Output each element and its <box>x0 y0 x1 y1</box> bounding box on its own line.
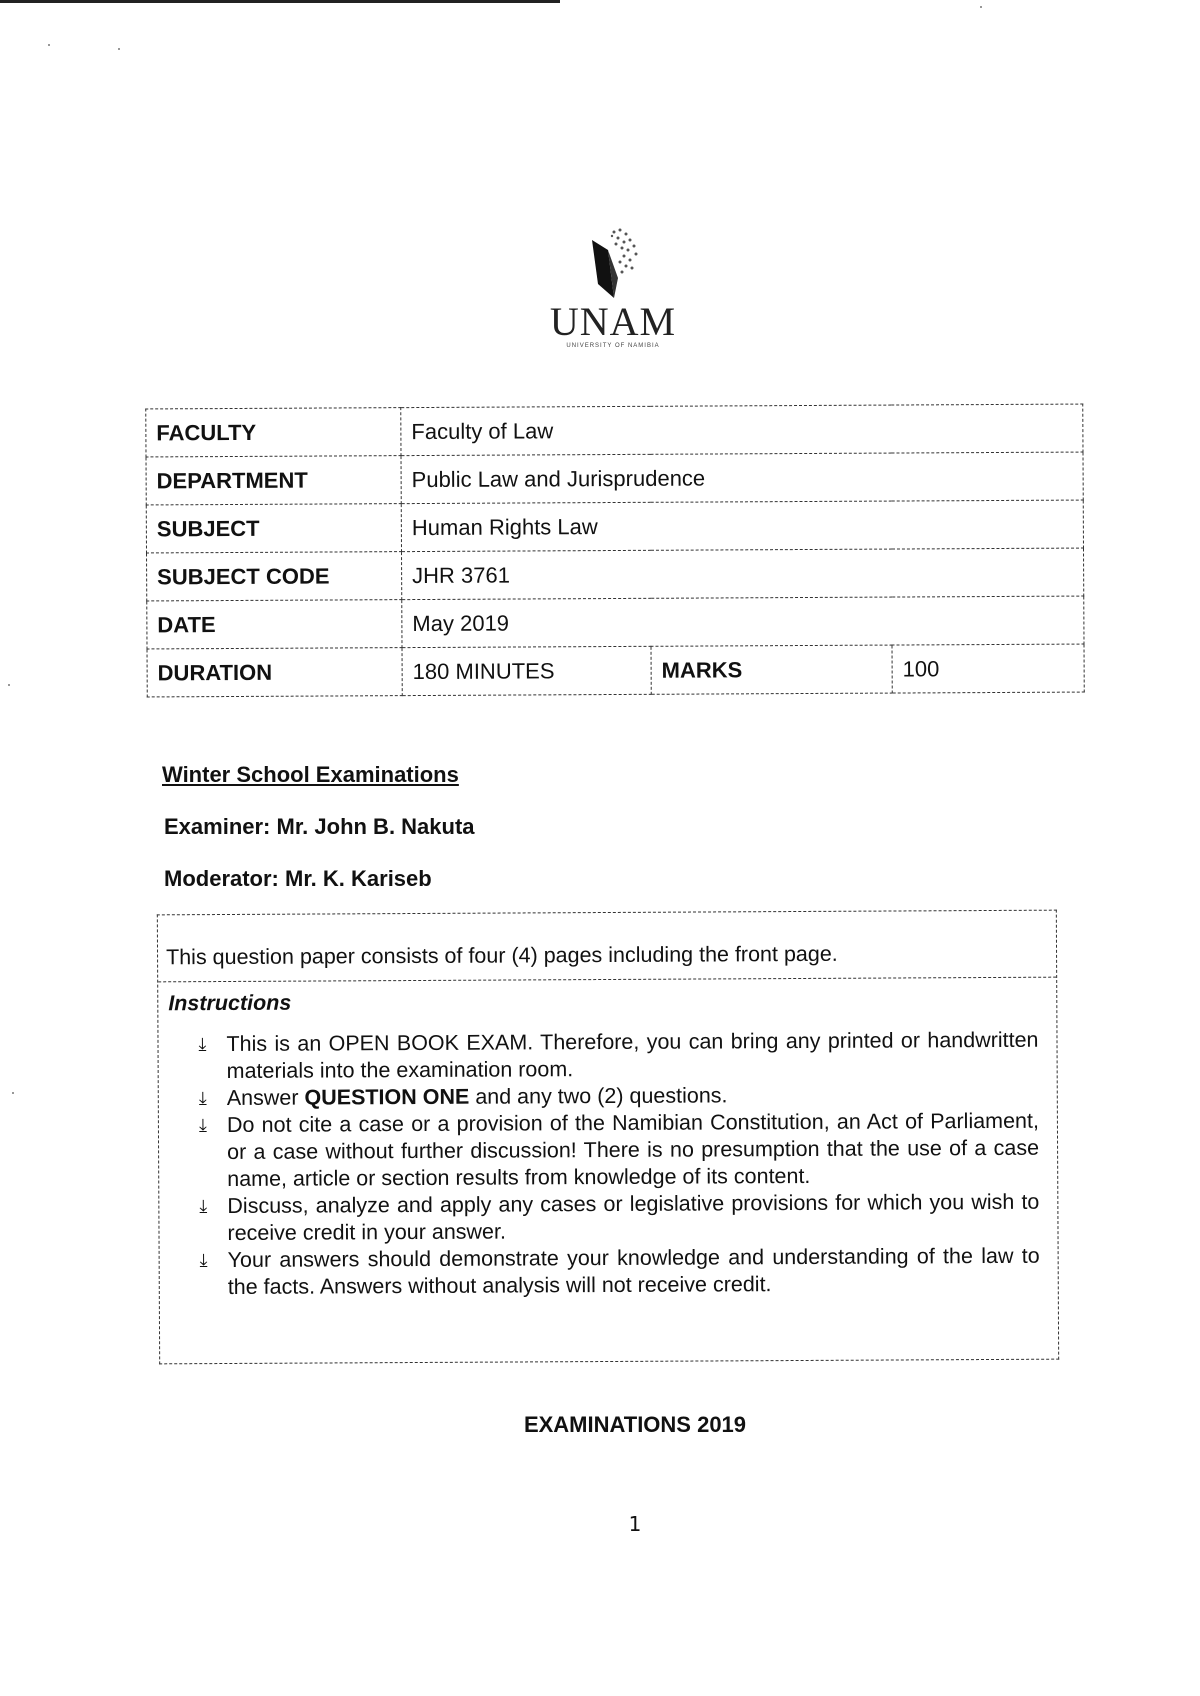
page-count-note: This question paper consists of four (4) pages including the front page. <box>165 941 838 970</box>
scan-speck <box>48 44 50 46</box>
list-item <box>199 1189 1039 1247</box>
arrow-down-bullet-icon: ⤓ <box>198 1034 207 1055</box>
examinations-footer-title: EXAMINATIONS 2019 <box>523 1412 747 1437</box>
instruction-text-suffix: and any two (2) questions. <box>469 1083 728 1109</box>
table-row <box>146 452 1083 505</box>
scan-artifact-line <box>0 0 560 3</box>
moderator-line: Moderator: Mr. K. Kariseb <box>164 866 432 891</box>
table-row <box>147 596 1084 649</box>
subject-code-value: JHR 3761 <box>402 548 1084 600</box>
marks-label: MARKS <box>651 645 892 694</box>
instructions-list <box>198 1027 1039 1301</box>
instructions-box <box>157 910 1059 1365</box>
scan-speck <box>980 6 982 8</box>
table-row <box>146 404 1083 457</box>
exam-info-table <box>145 404 1085 698</box>
faculty-value: Faculty of Law <box>401 404 1083 456</box>
scan-speck <box>8 684 10 686</box>
logo-wordmark: UNAM <box>549 299 677 344</box>
exam-session-heading: Winter School Examinations <box>162 762 459 787</box>
subject-code-label: SUBJECT CODE <box>147 552 402 601</box>
arrow-down-bullet-icon: ⤓ <box>198 1115 207 1136</box>
university-logo <box>548 222 678 350</box>
list-item <box>199 1108 1039 1193</box>
department-value: Public Law and Jurisprudence <box>401 452 1083 504</box>
arrow-down-bullet-icon: ⤓ <box>199 1250 208 1271</box>
marks-value: 100 <box>892 644 1084 693</box>
table-row <box>146 500 1083 553</box>
instruction-text: Do not cite a case or a provision of the Namibian Constitution, an Act of Parliament, or a case without further discussion! There is no presumption that the use of a case name, article or section results from knowledge of its content. <box>226 1108 1040 1191</box>
subject-label: SUBJECT <box>146 504 401 553</box>
instruction-text: Discuss, analyze and apply any cases or legislative provisions for which you wish to receive credit in your answer. <box>227 1189 1040 1245</box>
scan-speck <box>118 48 120 50</box>
department-label: DEPARTMENT <box>146 456 401 505</box>
duration-label: DURATION <box>147 648 402 697</box>
page-number: 1 <box>628 1512 642 1536</box>
faculty-label: FACULTY <box>146 408 401 457</box>
box-divider <box>158 977 1056 983</box>
instructions-title: Instructions <box>168 990 292 1016</box>
logo-subtitle: UNIVERSITY OF NAMIBIA <box>566 343 660 349</box>
instruction-text <box>227 1081 1039 1112</box>
date-value: May 2019 <box>402 596 1084 648</box>
table-row <box>147 644 1084 697</box>
table-row <box>147 548 1084 601</box>
arrow-down-bullet-icon: ⤓ <box>199 1196 208 1217</box>
list-item <box>198 1027 1038 1085</box>
instruction-text-prefix: Answer <box>226 1085 305 1110</box>
list-item <box>200 1243 1040 1301</box>
subject-value: Human Rights Law <box>401 500 1083 552</box>
scan-speck <box>12 1092 14 1094</box>
instruction-emphasis: QUESTION ONE <box>304 1084 470 1110</box>
instruction-text: Your answers should demonstrate your knowledge and understanding of the law to the facts. Answers without analysis will not receive credit. <box>227 1243 1040 1299</box>
instruction-text: This is an OPEN BOOK EXAM. Therefore, you can bring any printed or handwritten materials into the examination room. <box>226 1027 1039 1083</box>
book-emblem-icon <box>578 222 648 302</box>
examiner-line: Examiner: Mr. John B. Nakuta <box>164 814 475 839</box>
date-label: DATE <box>147 600 402 649</box>
duration-value: 180 MINUTES <box>402 646 651 695</box>
arrow-down-bullet-icon: ⤓ <box>198 1088 207 1109</box>
